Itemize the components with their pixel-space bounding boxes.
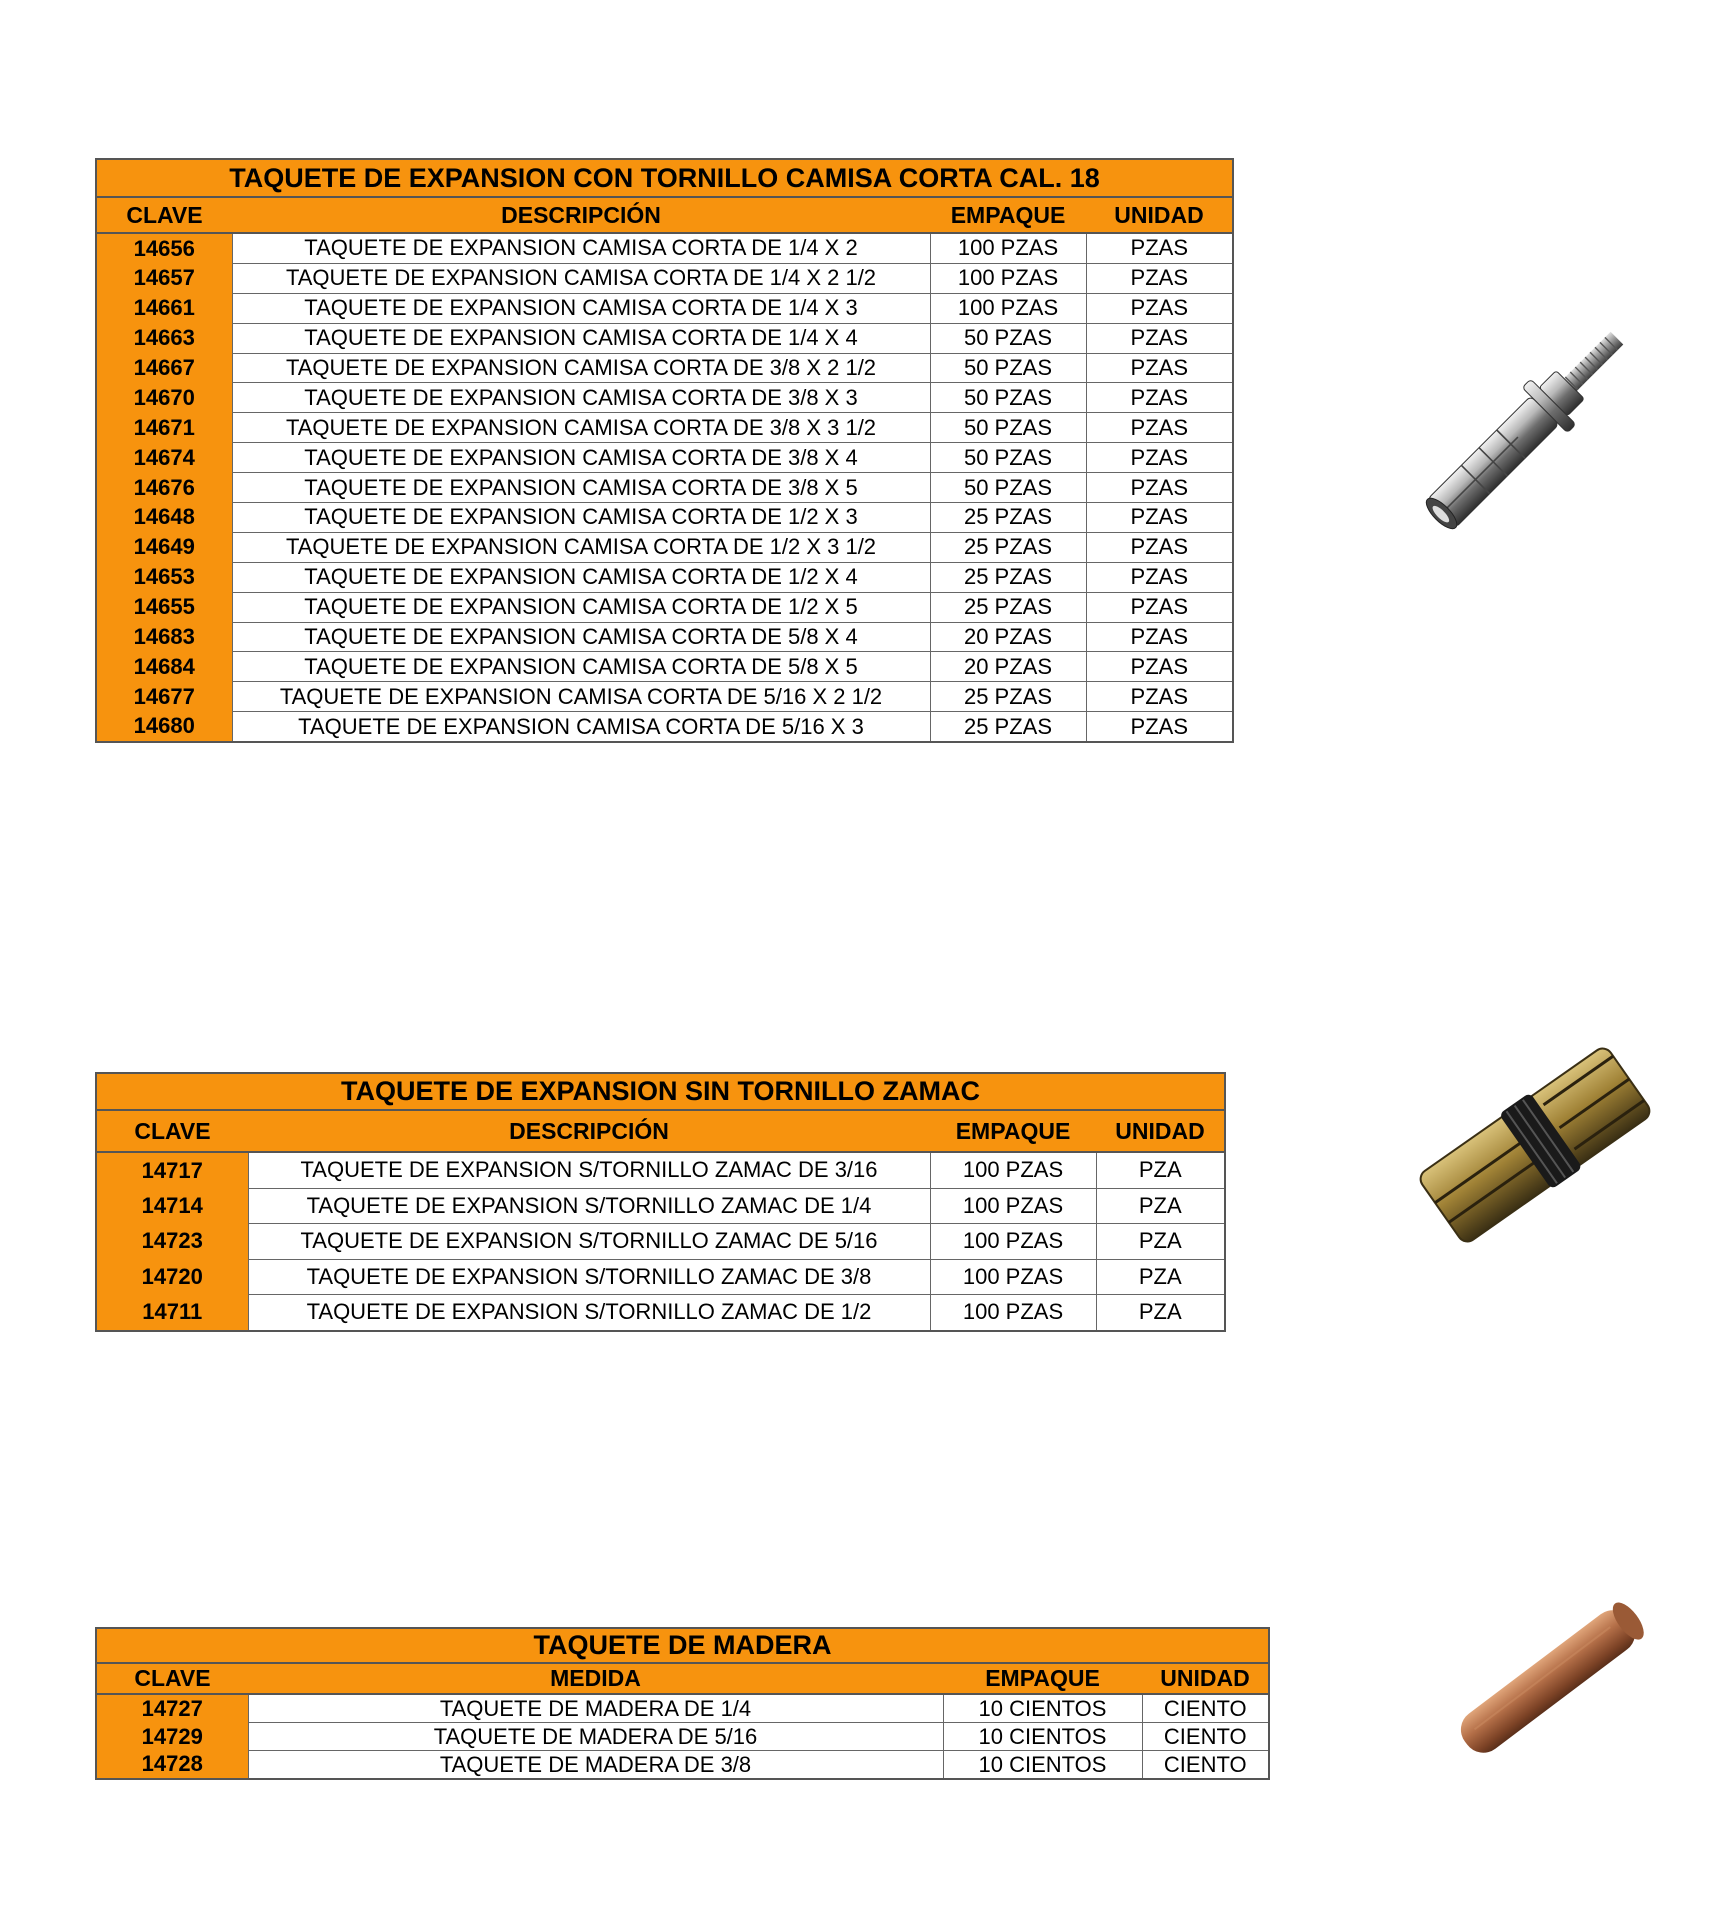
empaque-cell: 20 PZAS (930, 622, 1086, 652)
header-clave: CLAVE (96, 197, 232, 233)
empaque-cell: 25 PZAS (930, 562, 1086, 592)
empaque-cell: 100 PZAS (930, 1259, 1096, 1295)
description-cell: TAQUETE DE EXPANSION S/TORNILLO ZAMAC DE 3/16 (248, 1152, 930, 1188)
table-title: TAQUETE DE EXPANSION SIN TORNILLO ZAMAC (96, 1073, 1225, 1110)
unidad-cell: PZA (1096, 1152, 1225, 1188)
unidad-cell: PZAS (1086, 712, 1233, 742)
table-expansion-con-tornillo (95, 158, 1234, 743)
header-descripcion: DESCRIPCIÓN (232, 197, 930, 233)
description-cell: TAQUETE DE EXPANSION CAMISA CORTA DE 3/8 X 4 (232, 443, 930, 473)
clave-cell: 14717 (96, 1152, 248, 1188)
unidad-cell: PZAS (1086, 353, 1233, 383)
unidad-cell: PZA (1096, 1259, 1225, 1295)
table-title: TAQUETE DE MADERA (96, 1628, 1269, 1663)
header-clave: CLAVE (96, 1663, 248, 1694)
wood-dowel-image (1425, 1580, 1675, 1780)
description-cell: TAQUETE DE EXPANSION CAMISA CORTA DE 5/16 X 2 1/2 (232, 682, 930, 712)
header-unidad: UNIDAD (1142, 1663, 1269, 1694)
clave-cell: 14727 (96, 1694, 248, 1723)
description-cell: TAQUETE DE EXPANSION S/TORNILLO ZAMAC DE 1/2 (248, 1295, 930, 1331)
empaque-cell: 100 PZAS (930, 1188, 1096, 1224)
description-cell: TAQUETE DE MADERA DE 3/8 (248, 1751, 943, 1780)
table-row (96, 682, 1233, 712)
table-row (96, 293, 1233, 323)
unidad-cell: PZAS (1086, 413, 1233, 443)
description-cell: TAQUETE DE EXPANSION CAMISA CORTA DE 1/2 X 3 (232, 503, 930, 533)
clave-cell: 14657 (96, 263, 232, 293)
clave-cell: 14729 (96, 1723, 248, 1751)
unidad-cell: PZAS (1086, 443, 1233, 473)
header-empaque: EMPAQUE (943, 1663, 1142, 1694)
empaque-cell: 25 PZAS (930, 532, 1086, 562)
empaque-cell: 25 PZAS (930, 712, 1086, 742)
clave-cell: 14656 (96, 233, 232, 263)
header-unidad: UNIDAD (1096, 1110, 1225, 1152)
clave-cell: 14663 (96, 323, 232, 353)
table-row (96, 413, 1233, 443)
empaque-cell: 25 PZAS (930, 503, 1086, 533)
table-row (96, 1694, 1269, 1723)
unidad-cell: CIENTO (1142, 1694, 1269, 1723)
clave-cell: 14653 (96, 562, 232, 592)
table-expansion-sin-tornillo-zamac (95, 1072, 1226, 1332)
unidad-cell: PZAS (1086, 562, 1233, 592)
table-row (96, 263, 1233, 293)
table-row (96, 532, 1233, 562)
table-row (96, 1751, 1269, 1780)
description-cell: TAQUETE DE EXPANSION CAMISA CORTA DE 1/2 X 5 (232, 592, 930, 622)
table-row (96, 712, 1233, 742)
description-cell: TAQUETE DE EXPANSION CAMISA CORTA DE 1/4 X 3 (232, 293, 930, 323)
table-body (96, 233, 1233, 742)
empaque-cell: 100 PZAS (930, 233, 1086, 263)
table-row (96, 1259, 1225, 1295)
clave-cell: 14728 (96, 1751, 248, 1780)
clave-cell: 14676 (96, 473, 232, 503)
description-cell: TAQUETE DE EXPANSION CAMISA CORTA DE 1/4 X 2 1/2 (232, 263, 930, 293)
description-cell: TAQUETE DE EXPANSION CAMISA CORTA DE 3/8 X 3 (232, 383, 930, 413)
table-title: TAQUETE DE EXPANSION CON TORNILLO CAMISA CORTA CAL. 18 (96, 159, 1233, 197)
clave-cell: 14655 (96, 592, 232, 622)
unidad-cell: PZAS (1086, 323, 1233, 353)
unidad-cell: PZAS (1086, 503, 1233, 533)
clave-cell: 14714 (96, 1188, 248, 1224)
table-row (96, 592, 1233, 622)
description-cell: TAQUETE DE EXPANSION CAMISA CORTA DE 1/4 X 4 (232, 323, 930, 353)
header-medida: MEDIDA (248, 1663, 943, 1694)
description-cell: TAQUETE DE EXPANSION CAMISA CORTA DE 1/4 X 2 (232, 233, 930, 263)
table-row (96, 233, 1233, 263)
unidad-cell: PZAS (1086, 263, 1233, 293)
clave-cell: 14649 (96, 532, 232, 562)
zamac-anchor-image (1400, 1020, 1670, 1270)
empaque-cell: 10 CIENTOS (943, 1694, 1142, 1723)
table-row (96, 1224, 1225, 1260)
clave-cell: 14677 (96, 682, 232, 712)
empaque-cell: 50 PZAS (930, 413, 1086, 443)
unidad-cell: PZAS (1086, 592, 1233, 622)
description-cell: TAQUETE DE EXPANSION CAMISA CORTA DE 3/8 X 5 (232, 473, 930, 503)
clave-cell: 14674 (96, 443, 232, 473)
unidad-cell: PZAS (1086, 383, 1233, 413)
description-cell: TAQUETE DE EXPANSION S/TORNILLO ZAMAC DE 1/4 (248, 1188, 930, 1224)
table-row (96, 353, 1233, 383)
unidad-cell: CIENTO (1142, 1751, 1269, 1780)
unidad-cell: PZAS (1086, 682, 1233, 712)
unidad-cell: PZA (1096, 1224, 1225, 1260)
header-clave: CLAVE (96, 1110, 248, 1152)
description-cell: TAQUETE DE MADERA DE 5/16 (248, 1723, 943, 1751)
unidad-cell: PZA (1096, 1188, 1225, 1224)
description-cell: TAQUETE DE MADERA DE 1/4 (248, 1694, 943, 1723)
header-unidad: UNIDAD (1086, 197, 1233, 233)
table-row (96, 503, 1233, 533)
description-cell: TAQUETE DE EXPANSION S/TORNILLO ZAMAC DE 5/16 (248, 1224, 930, 1260)
clave-cell: 14661 (96, 293, 232, 323)
clave-cell: 14670 (96, 383, 232, 413)
header-descripcion: DESCRIPCIÓN (248, 1110, 930, 1152)
empaque-cell: 100 PZAS (930, 1152, 1096, 1188)
description-cell: TAQUETE DE EXPANSION CAMISA CORTA DE 5/16 X 3 (232, 712, 930, 742)
header-empaque: EMPAQUE (930, 197, 1086, 233)
clave-cell: 14671 (96, 413, 232, 443)
empaque-cell: 100 PZAS (930, 1295, 1096, 1331)
header-empaque: EMPAQUE (930, 1110, 1096, 1152)
description-cell: TAQUETE DE EXPANSION CAMISA CORTA DE 3/8 X 3 1/2 (232, 413, 930, 443)
empaque-cell: 50 PZAS (930, 443, 1086, 473)
description-cell: TAQUETE DE EXPANSION CAMISA CORTA DE 1/2 X 3 1/2 (232, 532, 930, 562)
clave-cell: 14684 (96, 652, 232, 682)
clave-cell: 14683 (96, 622, 232, 652)
table-row (96, 1188, 1225, 1224)
table-row (96, 1723, 1269, 1751)
table-row (96, 1152, 1225, 1188)
description-cell: TAQUETE DE EXPANSION CAMISA CORTA DE 1/2 X 4 (232, 562, 930, 592)
unidad-cell: PZAS (1086, 652, 1233, 682)
table-taquete-madera (95, 1627, 1270, 1780)
table-row (96, 383, 1233, 413)
clave-cell: 14720 (96, 1259, 248, 1295)
empaque-cell: 25 PZAS (930, 592, 1086, 622)
table-row (96, 622, 1233, 652)
empaque-cell: 50 PZAS (930, 353, 1086, 383)
table-row (96, 562, 1233, 592)
empaque-cell: 25 PZAS (930, 682, 1086, 712)
table-body (96, 1152, 1225, 1331)
unidad-cell: PZA (1096, 1295, 1225, 1331)
clave-cell: 14667 (96, 353, 232, 383)
empaque-cell: 50 PZAS (930, 383, 1086, 413)
empaque-cell: 50 PZAS (930, 473, 1086, 503)
unidad-cell: CIENTO (1142, 1723, 1269, 1751)
empaque-cell: 10 CIENTOS (943, 1723, 1142, 1751)
description-cell: TAQUETE DE EXPANSION S/TORNILLO ZAMAC DE 3/8 (248, 1259, 930, 1295)
empaque-cell: 20 PZAS (930, 652, 1086, 682)
table-row (96, 323, 1233, 353)
empaque-cell: 50 PZAS (930, 323, 1086, 353)
expansion-anchor-with-bolt-image (1395, 300, 1655, 560)
unidad-cell: PZAS (1086, 293, 1233, 323)
unidad-cell: PZAS (1086, 622, 1233, 652)
description-cell: TAQUETE DE EXPANSION CAMISA CORTA DE 5/8 X 4 (232, 622, 930, 652)
empaque-cell: 100 PZAS (930, 293, 1086, 323)
clave-cell: 14711 (96, 1295, 248, 1331)
table-row (96, 652, 1233, 682)
table-row (96, 1295, 1225, 1331)
description-cell: TAQUETE DE EXPANSION CAMISA CORTA DE 3/8 X 2 1/2 (232, 353, 930, 383)
description-cell: TAQUETE DE EXPANSION CAMISA CORTA DE 5/8 X 5 (232, 652, 930, 682)
empaque-cell: 10 CIENTOS (943, 1751, 1142, 1780)
clave-cell: 14723 (96, 1224, 248, 1260)
empaque-cell: 100 PZAS (930, 1224, 1096, 1260)
unidad-cell: PZAS (1086, 233, 1233, 263)
clave-cell: 14680 (96, 712, 232, 742)
table-body (96, 1694, 1269, 1779)
unidad-cell: PZAS (1086, 532, 1233, 562)
table-row (96, 443, 1233, 473)
table-row (96, 473, 1233, 503)
unidad-cell: PZAS (1086, 473, 1233, 503)
empaque-cell: 100 PZAS (930, 263, 1086, 293)
clave-cell: 14648 (96, 503, 232, 533)
